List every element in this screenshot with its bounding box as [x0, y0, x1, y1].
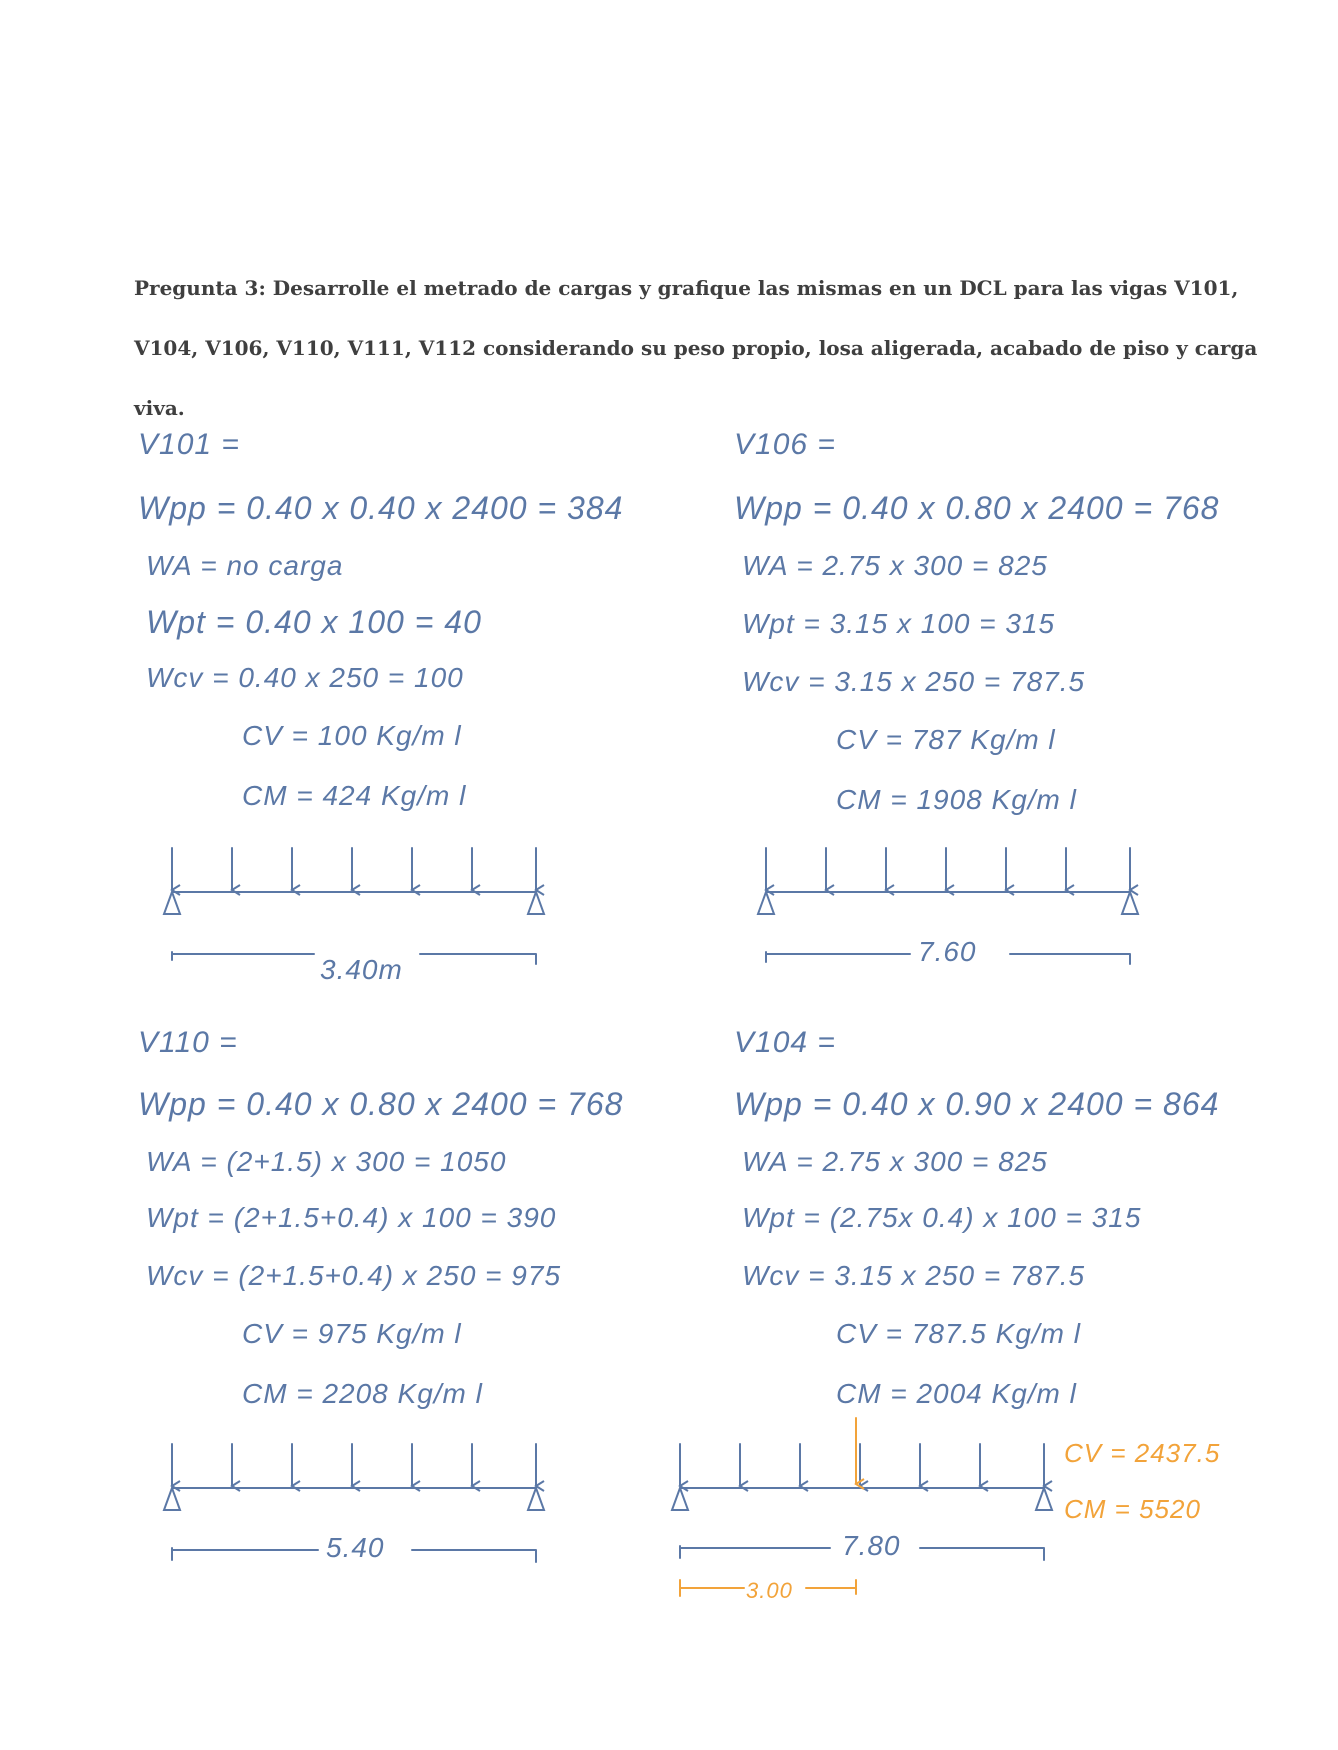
v106-cm: CM = 1908 Kg/m l [836, 784, 1077, 815]
v106-dimension-line [766, 952, 1130, 964]
v110-support-left [164, 1488, 180, 1510]
v106-wcv: Wcv = 3.15 x 250 = 787.5 [742, 666, 1086, 697]
v106-support-right [1122, 892, 1138, 914]
v101-wcv: Wcv = 0.40 x 250 = 100 [146, 662, 464, 693]
v110-span: 5.40 [326, 1532, 385, 1563]
v104-point-dist: 3.00 [746, 1578, 793, 1603]
v110-cv: CV = 975 Kg/m l [242, 1318, 462, 1349]
v101-load-arrows [172, 848, 536, 890]
v110-title: V110 = [138, 1026, 238, 1059]
v106-cv: CV = 787 Kg/m l [836, 724, 1056, 755]
v106-wa: WA = 2.75 x 300 = 825 [742, 550, 1048, 581]
v104-diagram [672, 1444, 1052, 1560]
v101-support-right [528, 892, 544, 914]
v110-cm: CM = 2208 Kg/m l [242, 1378, 483, 1409]
v104-cv: CV = 787.5 Kg/m l [836, 1318, 1082, 1349]
v106-span: 7.60 [918, 936, 977, 967]
v104-span: 7.80 [842, 1530, 901, 1561]
v104-load-arrows [680, 1444, 1044, 1486]
v106-load-arrows [766, 848, 1130, 890]
v110-dimension-line [172, 1548, 536, 1562]
v106-support-left [758, 892, 774, 914]
v110-wa: WA = (2+1.5) x 300 = 1050 [146, 1146, 507, 1177]
v101-cv: CV = 100 Kg/m l [242, 720, 462, 751]
v104-dimension-line [680, 1546, 1044, 1560]
v104-point-load [680, 1418, 856, 1596]
v110-support-right [528, 1488, 544, 1510]
question-line-3: viva. [134, 396, 185, 420]
v106-wpp: Wpp = 0.40 x 0.80 x 2400 = 768 [734, 490, 1220, 526]
v101-wa: WA = no carga [146, 550, 344, 581]
v101-wpt: Wpt = 0.40 x 100 = 40 [146, 604, 482, 640]
v104-support-right [1036, 1488, 1052, 1510]
v106-wpt: Wpt = 3.15 x 100 = 315 [742, 608, 1056, 639]
v104-support-left [672, 1488, 688, 1510]
question-line-1: Pregunta 3: Desarrolle el metrado de cargas y grafique las mismas en un DCL para las vigas V101, [134, 276, 1239, 300]
question-line-2: V104, V106, V110, V111, V112 considerando su peso propio, losa aligerada, acabado de piso y carga [134, 336, 1258, 360]
v101-dimension-line [172, 952, 536, 964]
v110-diagram [164, 1444, 544, 1562]
v106-title: V106 = [734, 428, 836, 461]
v101-span: 3.40m [320, 954, 403, 985]
v104-wpt: Wpt = (2.75x 0.4) x 100 = 315 [742, 1202, 1142, 1233]
v104-wa: WA = 2.75 x 300 = 825 [742, 1146, 1048, 1177]
v110-wpt: Wpt = (2+1.5+0.4) x 100 = 390 [146, 1202, 557, 1233]
v104-point-cm: CM = 5520 [1064, 1494, 1201, 1524]
v110-load-arrows [172, 1444, 536, 1486]
v104-wpp: Wpp = 0.40 x 0.90 x 2400 = 864 [734, 1086, 1220, 1122]
v106-diagram [758, 848, 1138, 964]
v101-diagram [164, 848, 544, 964]
v110-wpp: Wpp = 0.40 x 0.80 x 2400 = 768 [138, 1086, 624, 1122]
v101-title: V101 = [138, 428, 240, 461]
v101-cm: CM = 424 Kg/m l [242, 780, 467, 811]
v104-point-cv: CV = 2437.5 [1064, 1438, 1221, 1468]
v110-wcv: Wcv = (2+1.5+0.4) x 250 = 975 [146, 1260, 562, 1291]
v101-support-left [164, 892, 180, 914]
v101-wpp: Wpp = 0.40 x 0.40 x 2400 = 384 [138, 490, 624, 526]
v104-wcv: Wcv = 3.15 x 250 = 787.5 [742, 1260, 1086, 1291]
v104-cm: CM = 2004 Kg/m l [836, 1378, 1077, 1409]
v104-point-distance-line [680, 1580, 856, 1596]
v104-title: V104 = [734, 1026, 836, 1059]
